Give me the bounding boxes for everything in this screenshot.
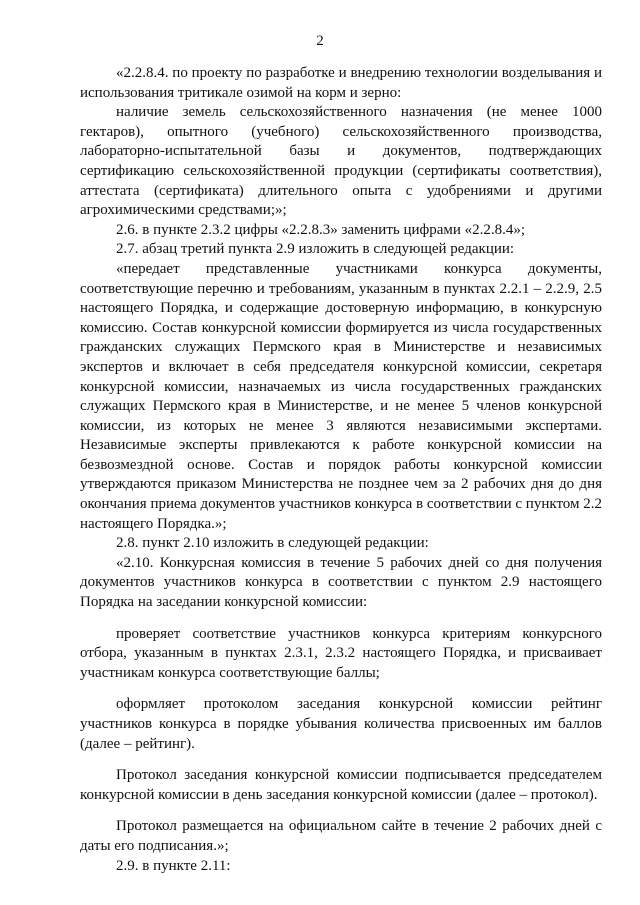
paragraph-2-2-8-4: «2.2.8.4. по проекту по разработке и внедрению технологии возделывания и использования тритикале озимой на корм и зерно: xyxy=(80,65,602,101)
paragraph-protocol-publishing: Протокол размещается на официальном сайте в течение 2 рабочих дней с даты его подписания.»; xyxy=(80,818,602,854)
paragraph-checks-compliance: проверяет соответствие участников конкурса критериям конкурсного отбора, указанным в пунктах 2.3.1, 2.3.2 настоящего Порядка, и присваивает участникам конкурса соответствующие баллы; xyxy=(80,625,602,681)
page-number: 2 xyxy=(316,33,324,49)
paragraph-rating: оформляет протоколом заседания конкурсной комиссии рейтинг участников конкурса в порядке убывания количества присвоенных им баллов (далее – рейтинг). xyxy=(80,696,602,752)
paragraph-land-requirements: наличие земель сельскохозяйственного назначения (не менее 1000 гектаров), опытного (учебного) сельскохозяйственного производства, лабораторно-испытательной базы и документов, подтверждающих сертификацию сельскохозяйственной продукции (сертификаты соответствия), аттестата (сертификата) длительного опыта с удобрениями и другими агрохимическими средствами;»; xyxy=(80,104,602,219)
paragraph-2-10: «2.10. Конкурсная комиссия в течение 5 рабочих дней со дня получения документов участников конкурса в соответствии с пунктом 2.9 настоящего Порядка на заседании конкурсной комиссии: xyxy=(80,554,602,611)
paragraph-2-6: 2.6. в пункте 2.3.2 цифры «2.2.8.3» заменить цифрами «2.2.8.4»; xyxy=(116,221,526,238)
paragraph-2-7: 2.7. абзац третий пункта 2.9 изложить в следующей редакции: xyxy=(116,241,515,258)
paragraph-commission-composition: «передает представленные участниками конкурса документы, соответствующие перечню и требованиям, указанным в пунктах 2.2.1 – 2.2.9, 2.5 настоящего Порядка, и содержащие достоверную информацию, в конкурсную комиссию. Состав конкурсной комиссии формируется из числа государственных гражданских служащих Пермского края в Министерстве и независимых экспертов и включает в себя председателя конкурсной комиссии, секретаря конкурсной комиссии, назначаемых из числа государственных гражданских служащих Пермского края в Министерстве, и не менее 5 членов конкурсной комиссии, из которых не менее 3 являются независимыми экспертами. Независимые эксперты привлекаются к работе конкурсной комиссии на безвозмездной основе. Состав и порядок работы конкурсной комиссии утверждаются приказом Министерства не позднее чем за 2 рабочих дня до дня окончания приема документов участников конкурса в соответствии с пунктом 2.2 настоящего Порядка.»; xyxy=(80,260,603,532)
paragraph-protocol-signing: Протокол заседания конкурсной комиссии подписывается председателем конкурсной комиссии в день заседания конкурсной комиссии (далее – протокол). xyxy=(80,767,602,803)
paragraph-2-8: 2.8. пункт 2.10 изложить в следующей редакции: xyxy=(116,535,429,552)
paragraph-2-9: 2.9. в пункте 2.11: xyxy=(116,857,231,874)
document-body xyxy=(80,64,602,876)
